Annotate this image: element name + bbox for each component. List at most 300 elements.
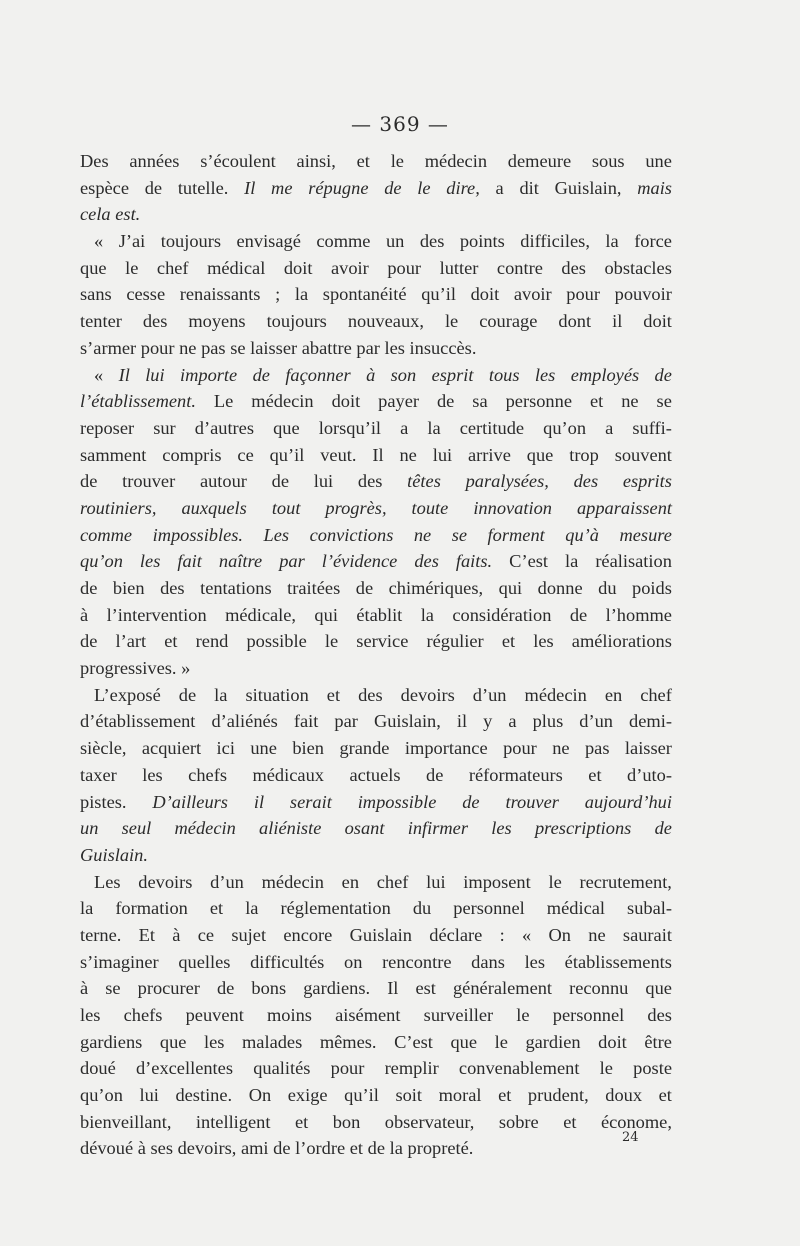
word: établit <box>356 604 403 625</box>
word: employés <box>570 364 640 385</box>
word: recrutement, <box>579 871 672 892</box>
word: les <box>491 818 512 839</box>
word: il <box>456 711 468 732</box>
word: C’est <box>509 551 548 572</box>
word: propreté. <box>407 1138 474 1159</box>
word: tout <box>271 497 301 518</box>
word: d’établissement <box>80 711 196 732</box>
word: Guislain. <box>80 844 148 865</box>
text-line <box>80 575 672 602</box>
word: des <box>142 311 168 332</box>
text-line <box>80 1135 672 1162</box>
word: pas <box>201 337 226 358</box>
word: doit <box>643 311 672 332</box>
word: osant <box>344 818 385 839</box>
word: On <box>248 1085 272 1106</box>
word: que <box>450 1031 478 1052</box>
word: doit <box>470 284 500 305</box>
word: des <box>160 578 185 598</box>
word: réformateurs <box>468 764 563 785</box>
word: des <box>419 231 445 252</box>
word: espèce <box>80 177 130 198</box>
word: Les <box>94 871 121 892</box>
word: aliéniste <box>259 818 322 839</box>
signature-mark: 24 <box>622 1130 639 1145</box>
word: imposent <box>463 871 531 892</box>
word: le <box>390 151 404 171</box>
word: sobre <box>498 1111 539 1132</box>
word: les <box>534 364 556 385</box>
word: chef <box>376 871 409 892</box>
word: répugne <box>308 177 369 198</box>
word: pour <box>566 284 600 305</box>
word: le <box>494 1031 508 1052</box>
word: médecin <box>524 684 587 705</box>
word: intelligent <box>195 1111 271 1132</box>
word: observateur, <box>384 1111 475 1132</box>
word: exige <box>287 1085 328 1106</box>
word: terne. <box>80 924 122 945</box>
word: qu’on <box>543 417 587 438</box>
text-line <box>80 842 672 869</box>
word: service <box>356 631 409 652</box>
word: chef <box>640 684 672 705</box>
word: des <box>358 684 383 705</box>
word: personnel <box>453 898 525 919</box>
word: il <box>253 791 265 812</box>
word: le <box>417 177 431 198</box>
word: et <box>658 1085 672 1106</box>
word: force <box>634 231 672 252</box>
text-line <box>80 949 672 976</box>
word: soit <box>395 1085 423 1106</box>
word: et <box>501 631 516 652</box>
page-number: — 369 — <box>351 112 449 136</box>
word: acquiert <box>141 738 202 759</box>
word: de <box>654 818 672 839</box>
word: a <box>605 417 614 438</box>
word: et <box>498 1085 512 1106</box>
word: moyens <box>188 311 246 332</box>
word: par <box>334 711 358 732</box>
word: prudent, <box>527 1085 589 1106</box>
word: bons <box>251 978 287 999</box>
word: la <box>214 684 228 705</box>
word: paralysées, <box>465 471 549 492</box>
word: esprits <box>622 471 672 492</box>
word: aisément <box>335 1005 401 1025</box>
word: d’autres <box>194 417 254 438</box>
word: samment <box>80 444 147 465</box>
word: de <box>367 1138 386 1159</box>
word: les <box>524 951 545 972</box>
word: personnel <box>552 1005 625 1025</box>
word: comme <box>316 231 371 252</box>
word: ne <box>413 524 432 545</box>
word: pour <box>503 738 537 759</box>
word: sujet <box>231 924 267 945</box>
word: de <box>355 578 374 598</box>
text-line <box>80 415 672 442</box>
word: lui <box>313 471 334 492</box>
word: de <box>252 364 270 385</box>
word: qu’on <box>80 551 123 572</box>
word: considération <box>452 604 552 625</box>
text-line <box>80 308 672 335</box>
word: remplir <box>384 1058 439 1079</box>
text-line <box>80 628 672 655</box>
word: lutter <box>439 257 479 278</box>
word: l’ordre <box>295 1138 346 1159</box>
word: Le <box>213 391 234 412</box>
word: la <box>80 898 94 919</box>
word: Il <box>118 364 130 385</box>
text-line <box>80 362 672 389</box>
word: qu’il <box>269 444 305 465</box>
text-line <box>80 789 672 816</box>
word: de <box>436 391 455 412</box>
word: le <box>516 1005 530 1025</box>
word: la <box>427 417 441 438</box>
word: le <box>599 1058 613 1079</box>
word: il <box>612 311 623 332</box>
word: en <box>341 871 360 892</box>
word: saurait <box>622 924 672 945</box>
word: doué <box>80 1058 116 1079</box>
word: sous <box>591 151 625 171</box>
word: bon <box>332 1111 361 1132</box>
word: siècle, <box>80 738 127 759</box>
word: on <box>344 951 363 972</box>
word: pouvoir <box>614 284 672 305</box>
text-line <box>80 762 672 789</box>
word: les <box>204 1031 225 1052</box>
word: des <box>561 257 586 278</box>
word: payer <box>378 391 419 412</box>
word: médecin <box>174 818 236 839</box>
word: « <box>94 364 104 385</box>
word: d’un <box>472 684 507 705</box>
word: naître <box>218 551 263 572</box>
word: esprit <box>431 364 474 385</box>
word: médicale, <box>225 604 297 625</box>
word: le <box>125 257 139 278</box>
word: le <box>548 871 562 892</box>
word: en <box>604 684 623 705</box>
text-line <box>80 708 672 735</box>
word: se <box>656 391 672 412</box>
text-line <box>80 335 672 362</box>
word: compris <box>162 444 222 465</box>
word: l’établissement. <box>80 391 196 412</box>
word: sa <box>472 391 488 412</box>
word: autour <box>199 471 247 492</box>
word: s’armer <box>80 337 137 358</box>
word: la <box>389 1138 403 1159</box>
word: innovation <box>473 497 552 518</box>
word: taxer <box>80 764 117 785</box>
word: envisagé <box>236 231 301 252</box>
word: médical <box>546 898 606 919</box>
word: qu’il <box>344 1085 379 1106</box>
word: que <box>526 444 554 465</box>
word: Il <box>372 444 384 465</box>
word: et <box>294 1111 309 1132</box>
word: doit <box>331 391 361 412</box>
word: bien <box>112 578 145 598</box>
word: J’ai <box>118 231 146 252</box>
word: de <box>462 791 480 812</box>
word: que <box>80 257 107 278</box>
word: et <box>588 764 602 785</box>
text-line <box>80 281 672 308</box>
word: son <box>390 364 417 385</box>
word: façonner <box>285 364 351 385</box>
word: Il <box>387 978 399 999</box>
word: l’art <box>115 631 147 652</box>
word: un <box>80 818 99 839</box>
word: que <box>645 978 672 999</box>
word: y <box>483 711 493 732</box>
word: rencontre <box>382 951 452 972</box>
word: forment <box>487 524 545 545</box>
word: que <box>273 417 300 438</box>
word: moral <box>438 1085 482 1106</box>
word: trouver <box>505 791 559 812</box>
text-line <box>80 388 672 415</box>
word: dans <box>471 951 505 972</box>
word: qui <box>314 604 338 625</box>
word: ses <box>150 1138 173 1159</box>
word: chefs <box>188 764 227 785</box>
word: certitude <box>459 417 525 438</box>
word: régulier <box>426 631 484 652</box>
word: rend <box>195 631 229 652</box>
text-line <box>80 735 672 762</box>
word: qualités <box>253 1058 311 1079</box>
word: peuvent <box>185 1005 244 1025</box>
word: aujourd’hui <box>584 791 672 812</box>
word: On <box>548 924 571 945</box>
word: chimériques, <box>388 578 484 598</box>
word: dévoué <box>80 1138 134 1159</box>
word: ne <box>552 738 570 759</box>
word: comme <box>80 524 133 545</box>
word: devoirs <box>400 684 455 705</box>
word: C’est <box>394 1031 433 1052</box>
text-line <box>80 602 672 629</box>
word: auxquels <box>181 497 247 518</box>
word: médecin <box>261 871 324 892</box>
word: convictions <box>309 524 394 545</box>
word: d’excellentes <box>135 1058 233 1079</box>
word: fait <box>177 551 202 572</box>
word: devoirs, <box>177 1138 237 1159</box>
word: qu’il <box>421 284 456 305</box>
word: apparaissent <box>576 497 672 518</box>
word: les <box>80 1005 101 1025</box>
word: de <box>426 764 444 785</box>
word: ne <box>399 444 417 465</box>
word: surveiller <box>423 1005 494 1025</box>
word: trop <box>569 444 599 465</box>
text-line <box>80 201 672 228</box>
word: » <box>181 658 191 679</box>
word: le <box>444 311 459 332</box>
word: être <box>644 1031 672 1052</box>
word: L’exposé <box>94 684 161 705</box>
word: l’homme <box>605 604 672 625</box>
word: pas <box>584 738 610 759</box>
word: pistes. <box>80 791 127 812</box>
word: l’évidence <box>321 551 398 572</box>
word: impossibles. <box>152 524 244 545</box>
word: à <box>137 1138 146 1159</box>
word: à <box>366 364 376 385</box>
text-line <box>80 655 672 682</box>
word: ne <box>621 391 639 412</box>
word: obstacles <box>604 257 672 278</box>
text-line <box>80 1002 672 1029</box>
word: a <box>400 417 409 438</box>
word: cela <box>80 204 111 225</box>
word: insuccès. <box>409 337 477 358</box>
text-line <box>80 548 672 575</box>
text-line <box>80 1029 672 1056</box>
text-line <box>80 148 672 175</box>
word: d’uto- <box>627 764 672 785</box>
word: pour <box>140 337 175 358</box>
text-line <box>80 495 672 522</box>
text-line <box>80 815 672 842</box>
word: Guislain, <box>554 177 622 198</box>
word: reposer <box>80 417 135 438</box>
word: lui <box>432 444 453 465</box>
word: lui <box>145 364 165 385</box>
word: d’aliénés <box>211 711 278 732</box>
word: du <box>412 898 432 919</box>
word: donne <box>537 578 583 598</box>
word: du <box>598 578 617 598</box>
word: à <box>172 924 181 945</box>
text-line <box>80 1082 672 1109</box>
body-text <box>80 148 672 1162</box>
word: et <box>563 1111 577 1132</box>
word: ici <box>216 738 235 759</box>
word: ainsi, <box>296 151 336 171</box>
word: lui <box>139 1085 159 1106</box>
word: se <box>230 337 246 358</box>
word: suffi- <box>632 417 672 438</box>
word: bien <box>292 738 325 759</box>
text-line <box>80 895 672 922</box>
word: toute <box>411 497 449 518</box>
word: devoirs <box>138 871 193 892</box>
text-line <box>80 175 672 202</box>
word: arrive <box>468 444 511 465</box>
word: gardien <box>525 1031 581 1052</box>
word: subal- <box>627 898 672 919</box>
word: difficiles, <box>520 231 590 252</box>
word: routiniers, <box>80 497 157 518</box>
text-line <box>80 468 672 495</box>
word: prescriptions <box>534 818 632 839</box>
word: que <box>159 1031 187 1052</box>
word: l’intervention <box>106 604 207 625</box>
word: de <box>80 471 98 492</box>
word: une <box>645 151 672 171</box>
word: des <box>414 551 439 572</box>
word: laisser <box>624 738 672 759</box>
text-line <box>80 522 672 549</box>
word: des <box>573 471 599 492</box>
word: les <box>139 551 161 572</box>
word: ne <box>588 924 606 945</box>
word: importe <box>179 364 238 385</box>
word: personne <box>505 391 572 412</box>
word: établissements <box>564 951 672 972</box>
word: ce <box>237 444 254 465</box>
word: contre <box>496 257 543 278</box>
word: progrès, <box>325 497 387 518</box>
word: s’imaginer <box>80 951 159 972</box>
word: médecin <box>424 151 488 171</box>
word: d’un <box>210 871 244 892</box>
word: doux <box>605 1085 643 1106</box>
word: économe, <box>600 1111 672 1132</box>
word: demeure <box>507 151 572 171</box>
word: la <box>565 551 579 572</box>
word: actuels <box>349 764 401 785</box>
word: de <box>569 604 588 625</box>
word: les <box>142 764 163 785</box>
word: médecin <box>251 391 314 412</box>
word: s’écoulent <box>200 151 276 171</box>
word: réglementation <box>280 898 391 919</box>
word: Il <box>244 177 256 198</box>
word: encore <box>283 924 333 945</box>
word: par <box>279 551 305 572</box>
word: réalisation <box>595 551 672 572</box>
text-line <box>80 228 672 255</box>
word: années <box>129 151 180 171</box>
word: abattre <box>301 337 352 358</box>
word: malades <box>242 1031 303 1052</box>
text-line <box>80 442 672 469</box>
word: D’ailleurs <box>152 791 228 812</box>
word: reconnu <box>569 978 629 999</box>
word: les <box>384 337 405 358</box>
word: poste <box>633 1058 672 1079</box>
word: par <box>356 337 380 358</box>
word: la <box>294 284 309 305</box>
word: médical <box>207 257 266 278</box>
word: laisser <box>250 337 298 358</box>
word: et <box>209 898 224 919</box>
word: de <box>216 978 235 999</box>
word: une <box>250 738 277 759</box>
word: importance <box>404 738 488 759</box>
word: possible <box>246 631 307 652</box>
word: me <box>271 177 293 198</box>
word: sans <box>80 284 112 305</box>
text-line <box>80 1109 672 1136</box>
word: déclare <box>429 924 483 945</box>
word: faits. <box>455 551 493 572</box>
word: points <box>459 231 505 252</box>
word: chef <box>156 257 189 278</box>
word: Guislain, <box>373 711 441 732</box>
